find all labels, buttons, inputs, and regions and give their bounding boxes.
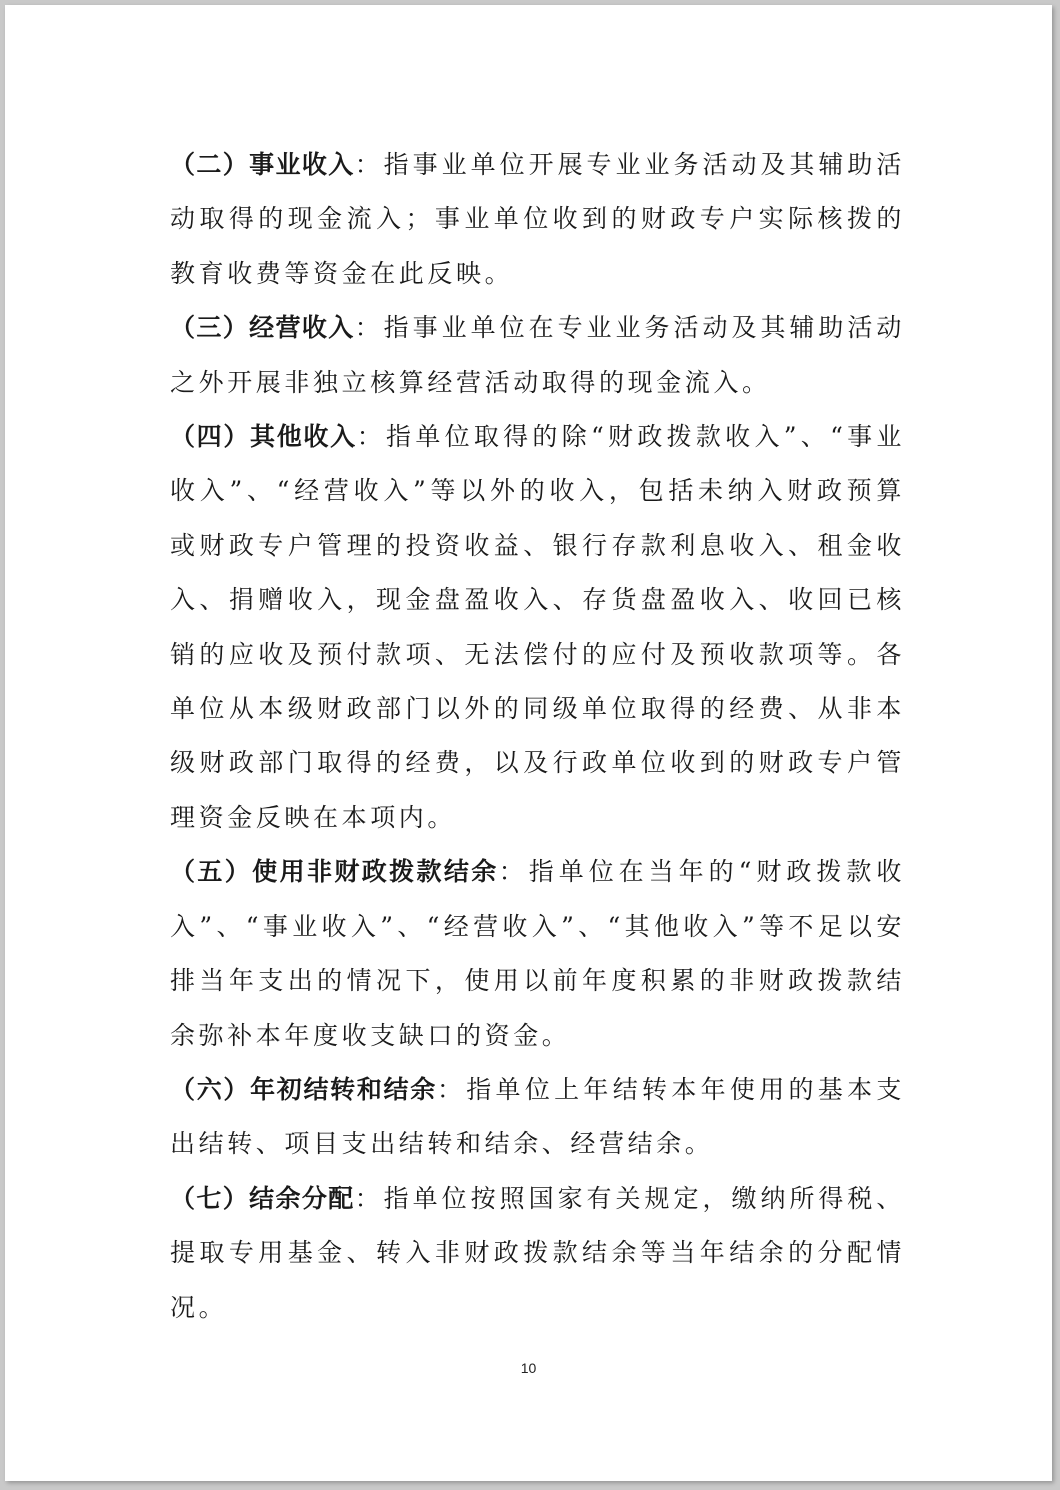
page-number: 10: [520, 1360, 537, 1376]
paragraph-other-income: [170, 410, 905, 845]
paragraph-non-fiscal-surplus: [170, 845, 905, 1063]
paragraph-text: ：指单位按照国家有关规定，缴纳所得税、提取专用基金、转入非财政拨款结余等当年结余的分配情况。: [170, 1183, 905, 1322]
document-page: [5, 5, 1052, 1481]
paragraph-heading: （七）结余分配: [170, 1183, 355, 1213]
paragraph-carryover: [170, 1063, 905, 1172]
paragraph-operating-income: [170, 301, 905, 410]
document-body: [170, 138, 905, 1335]
paragraph-heading: （六）年初结转和结余: [170, 1074, 437, 1104]
paragraph-text: ：指事业单位开展专业业务活动及其辅助活动取得的现金流入；事业单位收到的财政专户实际核拨的教育收费等资金在此反映。: [170, 150, 905, 288]
paragraph-heading: （三）经营收入: [170, 313, 355, 343]
paragraph-text: ：指单位取得的除“财政拨款收入”、“事业收入”、“经营收入”等以外的收入，包括未纳入财政预算或财政专户管理的投资收益、银行存款利息收入、租金收入、捐赠收入，现金盘盈收入、存货盘盈收入、收回已核销的应收及预付款项、无法偿付的应付及预收款项等。各单位从本级财政部门以外的同级单位取得的经费、从非本级财政部门取得的经费，以及行政单位收到的财政专户管理资金反映在本项内。: [170, 422, 906, 832]
paragraph-heading: （四）其他收入: [170, 422, 357, 452]
paragraph-text: ：指事业单位在专业业务活动及其辅助活动之外开展非独立核算经营活动取得的现金流入。: [170, 313, 905, 397]
paragraph-heading: （二）事业收入: [170, 150, 355, 179]
paragraph-text: ：指单位上年结转本年使用的基本支出结转、项目支出结转和结余、经营结余。: [170, 1074, 905, 1159]
paragraph-business-income: [170, 138, 905, 301]
paragraph-text: ：指单位在当年的“财政拨款收入”、“事业收入”、“经营收入”、“其他收入”等不足以安排当年支出的情况下，使用以前年度积累的非财政拨款结余弥补本年度收支缺口的资金。: [170, 857, 905, 1050]
paragraph-surplus-distribution: [170, 1172, 905, 1335]
paragraph-heading: （五）使用非财政拨款结余: [170, 857, 499, 887]
